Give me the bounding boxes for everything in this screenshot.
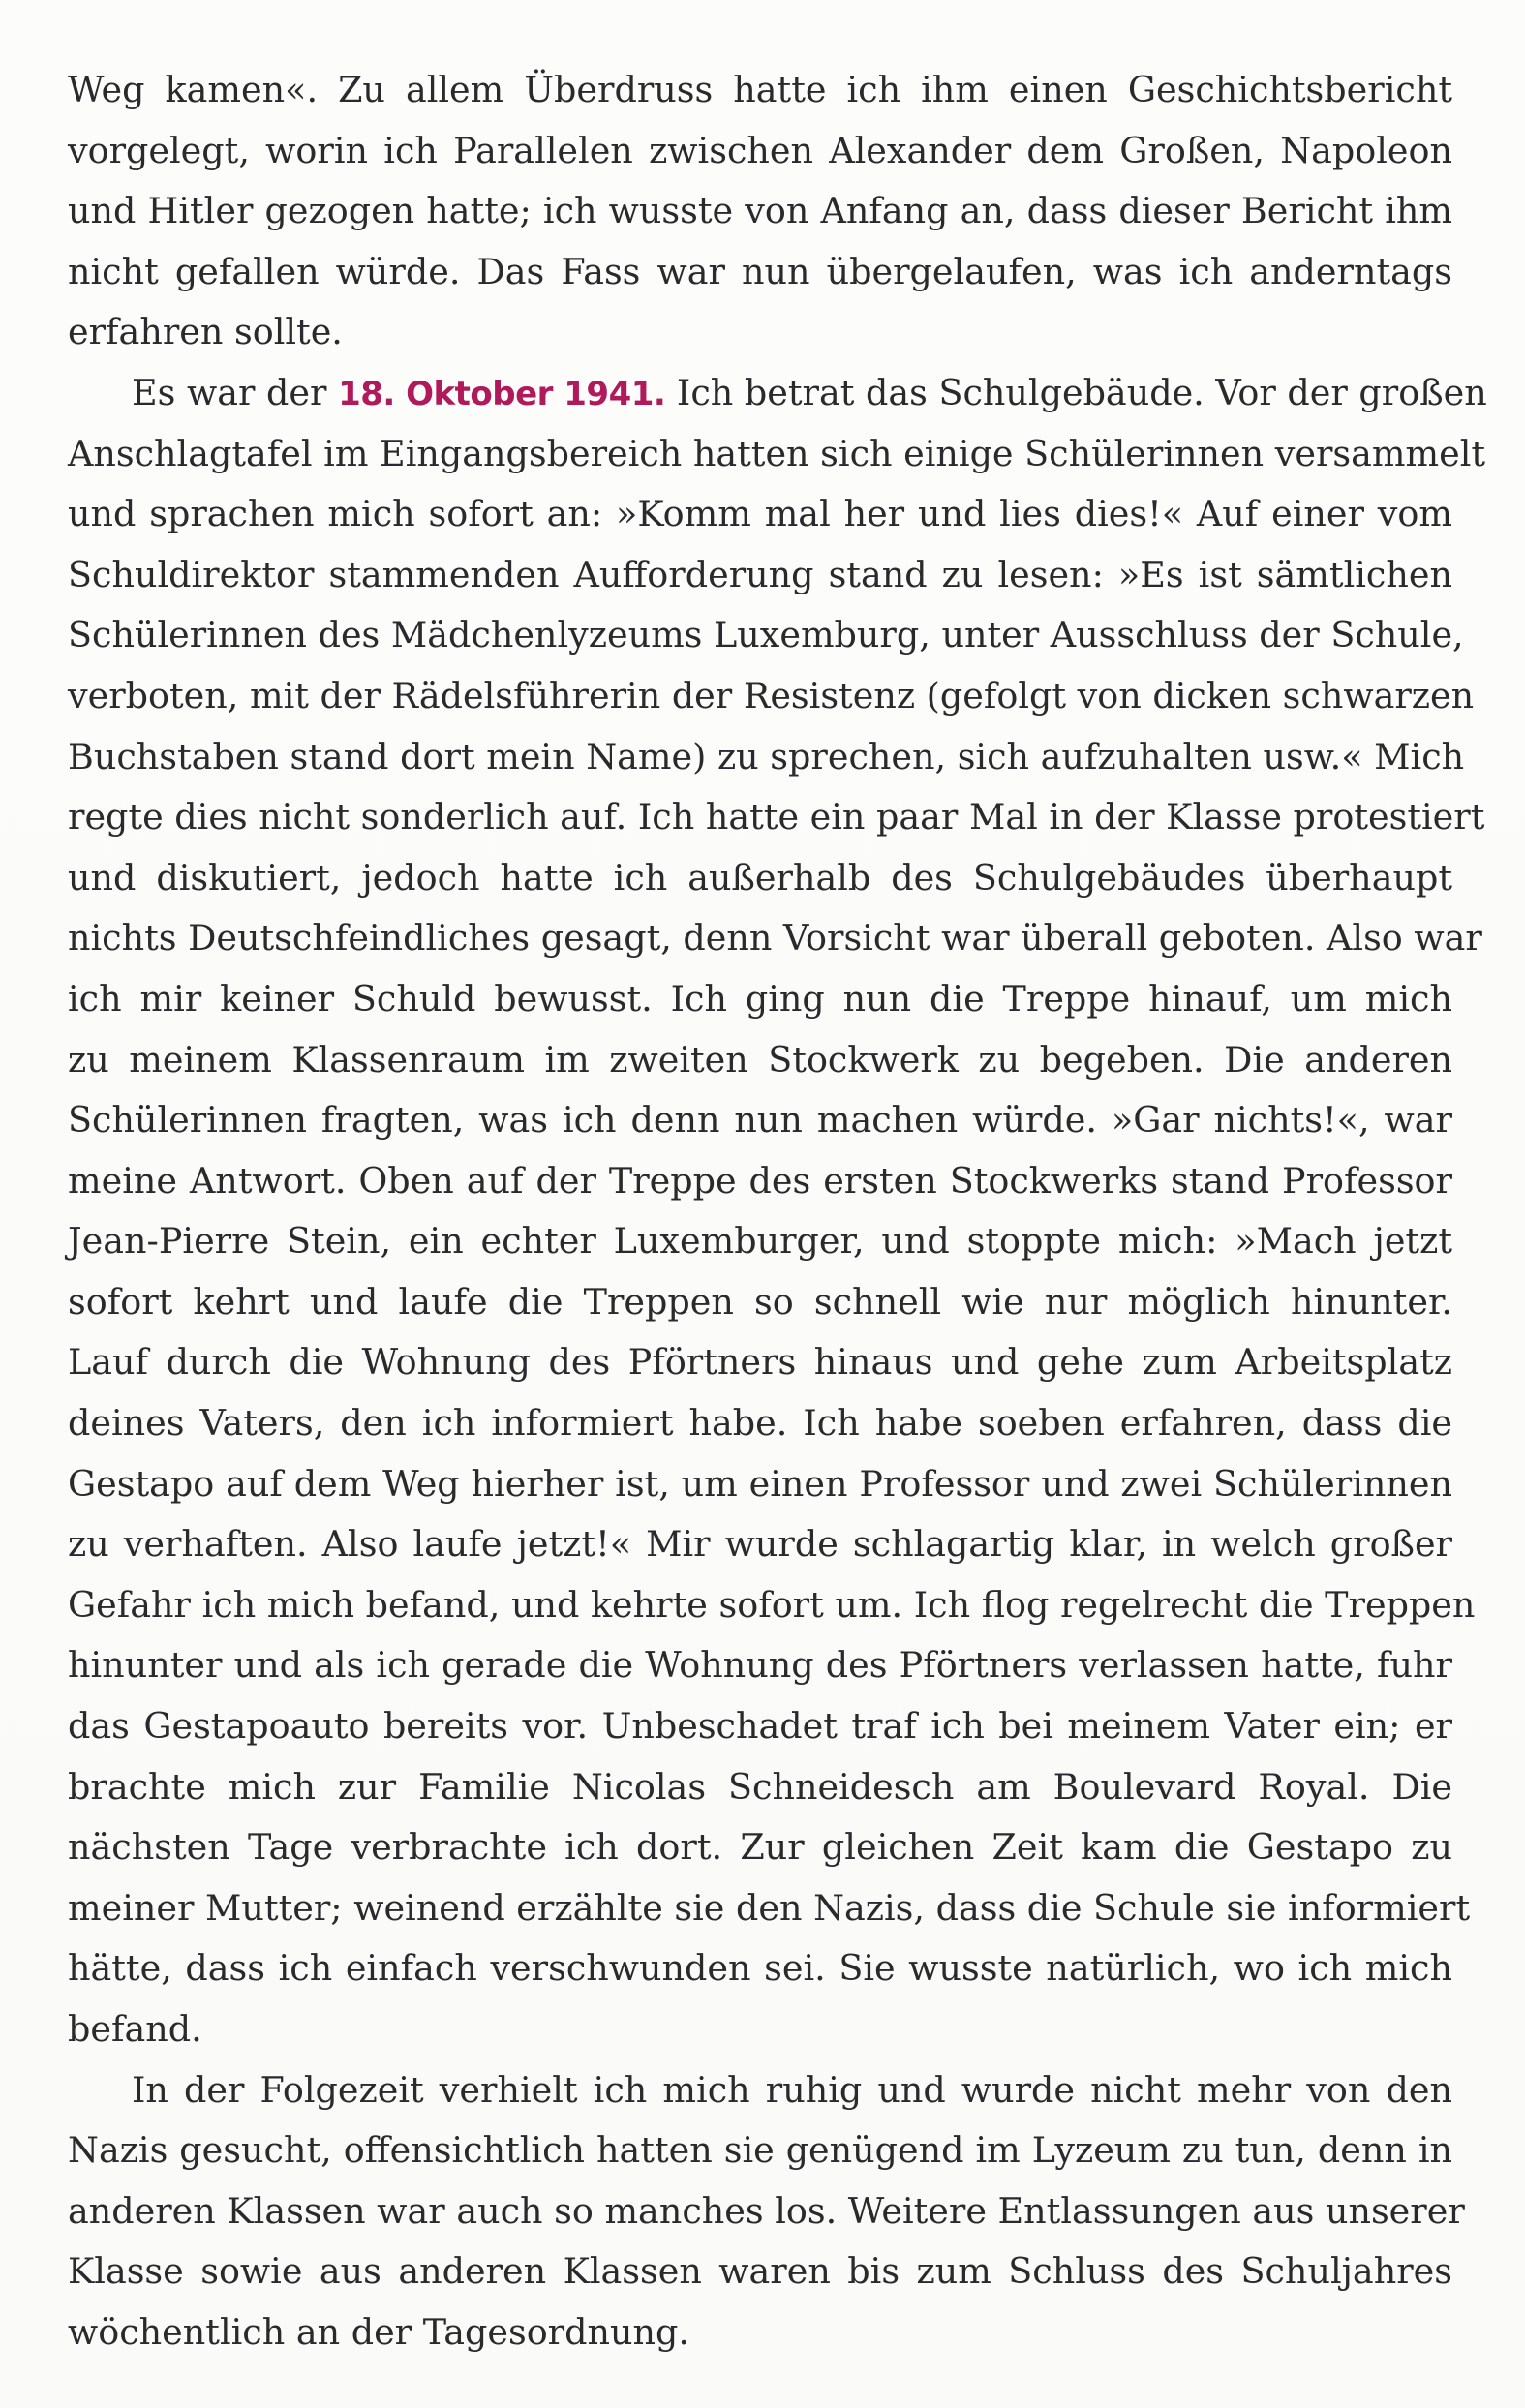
text-line: Schülerinnen des Mädchenlyzeums Luxemburg, unter Ausschluss der Schule, xyxy=(68,614,1464,656)
text-line: vorgelegt, worin ich Parallelen zwischen Alexander dem Großen, Napoleon xyxy=(68,129,1452,171)
text-line: befand. xyxy=(68,2008,202,2050)
text-line: hätte, dass ich einfach verschwunden sei. Sie wusste natürlich, wo ich mich xyxy=(68,1947,1452,1990)
text-line: Klasse sowie aus anderen Klassen waren bis zum Schluss des Schuljahres xyxy=(68,2250,1452,2293)
text-line: brachte mich zur Familie Nicolas Schneidesch am Boulevard Royal. Die xyxy=(68,1765,1452,1808)
text-line: nichts Deutschfeindliches gesagt, denn Vorsicht war überall geboten. Also war xyxy=(68,917,1482,960)
text-line: Lauf durch die Wohnung des Pförtners hinaus und gehe zum Arbeitsplatz xyxy=(68,1341,1452,1384)
text-line: und diskutiert, jedoch hatte ich außerhalb des Schulgebäudes überhaupt xyxy=(68,856,1452,899)
text-line: wöchentlich an der Tagesordnung. xyxy=(68,2310,689,2353)
date-highlight: 18. Oktober 1941. xyxy=(338,374,666,413)
body-text xyxy=(68,60,1487,2363)
text-line: Schuldirektor stammenden Aufforderung stand zu lesen: »Es ist sämtlichen xyxy=(68,553,1452,595)
text-line: deines Vaters, den ich informiert habe. Ich habe soeben erfahren, dass die xyxy=(68,1402,1452,1445)
text-line: erfahren sollte. xyxy=(68,311,343,353)
text-line: sofort kehrt und laufe die Treppen so schnell wie nur möglich hinunter. xyxy=(68,1280,1452,1323)
text-fragment: Ich betrat das Schulgebäude. Vor der großen xyxy=(676,371,1487,413)
text-line: verboten, mit der Rädelsführerin der Resistenz (gefolgt von dicken schwarzen xyxy=(68,674,1475,716)
text-line: Gestapo auf dem Weg hierher ist, um einen Professor und zwei Schülerinnen xyxy=(68,1462,1452,1505)
text-line: Gefahr ich mich befand, und kehrte sofort um. Ich flog regelrecht die Treppen xyxy=(68,1583,1476,1626)
text-line: Schülerinnen fragten, was ich denn nun machen würde. »Gar nichts!«, war xyxy=(68,1099,1452,1142)
text-line: und sprachen mich sofort an: »Komm mal her und lies dies!« Auf einer vom xyxy=(68,493,1452,535)
text-line: nächsten Tage verbrachte ich dort. Zur gleichen Zeit kam die Gestapo zu xyxy=(68,1826,1452,1869)
text-fragment: Es war der xyxy=(132,371,327,413)
text-line: meiner Mutter; weinend erzählte sie den Nazis, dass die Schule sie informiert xyxy=(68,1886,1471,1929)
text-line: und Hitler gezogen hatte; ich wusste von Anfang an, dass dieser Bericht ihm xyxy=(68,190,1452,232)
text-line: zu verhaften. Also laufe jetzt!« Mir wurde schlagartig klar, in welch großer xyxy=(68,1523,1452,1566)
text-line: das Gestapoauto bereits vor. Unbeschadet traf ich bei meinem Vater ein; er xyxy=(68,1705,1452,1748)
text-line-with-date xyxy=(68,363,1487,424)
text-line: In der Folgezeit verhielt ich mich ruhig und wurde nicht mehr von den xyxy=(132,2068,1452,2111)
text-line: Nazis gesucht, offensichtlich hatten sie genügend im Lyzeum zu tun, denn in xyxy=(68,2129,1452,2172)
text-line: zu meinem Klassenraum im zweiten Stockwerk zu begeben. Die anderen xyxy=(68,1038,1452,1081)
text-line: Anschlagtafel im Eingangsbereich hatten sich einige Schülerinnen versammelt xyxy=(68,432,1486,474)
text-line: meine Antwort. Oben auf der Treppe des ersten Stockwerks stand Professor xyxy=(68,1159,1452,1202)
text-line: anderen Klassen war auch so manches los. Weitere Entlassungen aus unserer xyxy=(68,2189,1465,2232)
text-line: Jean-Pierre Stein, ein echter Luxemburger, und stoppte mich: »Mach jetzt xyxy=(68,1220,1452,1263)
text-line: Weg kamen«. Zu allem Überdruss hatte ich ihm einen Geschichtsbericht xyxy=(68,69,1452,110)
text-line: hinunter und als ich gerade die Wohnung des Pförtners verlassen hatte, fuhr xyxy=(68,1644,1452,1687)
text-line: ich mir keiner Schuld bewusst. Ich ging nun die Treppe hinauf, um mich xyxy=(68,977,1452,1020)
text-line: nicht gefallen würde. Das Fass war nun übergelaufen, was ich anderntags xyxy=(68,250,1452,292)
text-line: Buchstaben stand dort mein Name) zu sprechen, sich aufzuhalten usw.« Mich xyxy=(68,735,1465,777)
text-line: regte dies nicht sonderlich auf. Ich hatte ein paar Mal in der Klasse protestiert xyxy=(68,796,1485,838)
